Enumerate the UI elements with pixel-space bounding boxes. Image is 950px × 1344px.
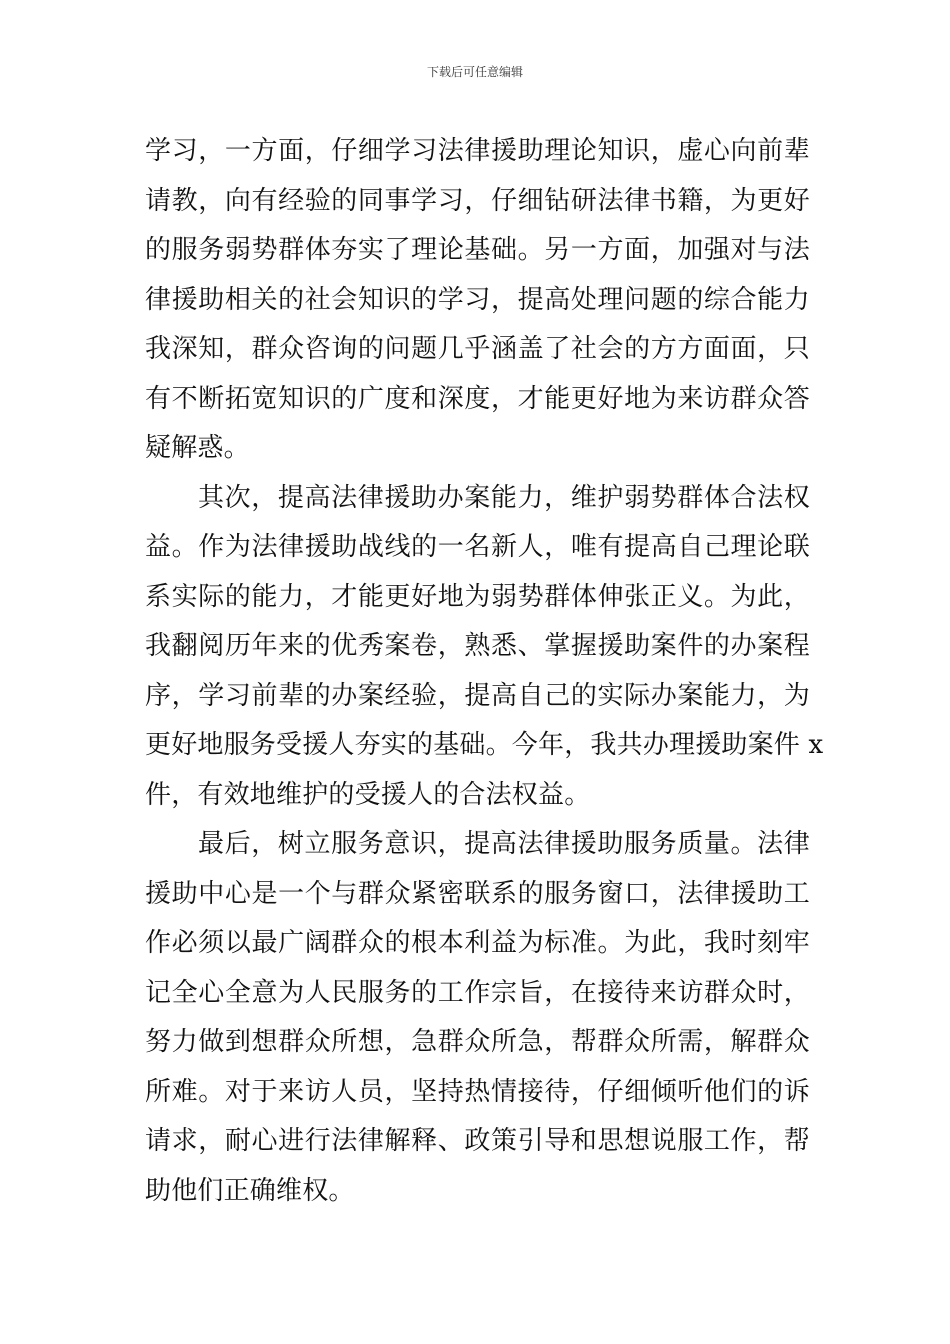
text-line: 更好地服务受援人夯实的基础。今年，我共办理援助案件 x — [145, 730, 824, 760]
text-line: 援助中心是一个与群众紧密联系的服务窗口，法律援助工 — [145, 878, 810, 909]
text-line: 序，学习前辈的办案经验，提高自己的实际办案能力，为 — [145, 680, 810, 711]
text-line: 最后，树立服务意识，提高法律援助服务质量。法律 — [198, 829, 810, 859]
document-body — [145, 127, 824, 1216]
paragraph — [145, 820, 810, 1216]
text-line: 作必须以最广阔群众的根本利益为标准。为此，我时刻牢 — [145, 928, 810, 958]
text-line: 系实际的能力，才能更好地为弱势群体伸张正义。为此， — [145, 581, 810, 612]
text-line: 努力做到想群众所想，急群众所急，帮群众所需，解群众 — [145, 1027, 810, 1057]
text-line: 请教，向有经验的同事学习，仔细钻研法律书籍，为更好 — [145, 185, 810, 216]
paragraph — [145, 127, 810, 474]
paragraph — [145, 474, 824, 821]
text-line: 我深知，群众咨询的问题几乎涵盖了社会的方方面面，只 — [145, 334, 810, 364]
text-line: 我翻阅历年来的优秀案卷，熟悉、掌握援助案件的办案程 — [145, 631, 810, 661]
text-line: 其次，提高法律援助办案能力，维护弱势群体合法权 — [198, 482, 810, 513]
text-line: 疑解惑。 — [145, 433, 250, 463]
text-line: 所难。对于来访人员，坚持热情接待，仔细倾听他们的诉 — [145, 1076, 810, 1107]
text-line: 的服务弱势群体夯实了理论基础。另一方面，加强对与法 — [145, 235, 810, 265]
text-line: 件，有效地维护的受援人的合法权益。 — [145, 779, 591, 810]
text-line: 学习，一方面，仔细学习法律援助理论知识，虚心向前辈 — [145, 136, 810, 166]
text-line: 助他们正确维权。 — [145, 1175, 355, 1206]
text-line: 记全心全意为人民服务的工作宗旨，在接待来访群众时， — [145, 977, 810, 1008]
text-line: 益。作为法律援助战线的一名新人，唯有提高自己理论联 — [145, 532, 810, 562]
text-line: 请求，耐心进行法律解释、政策引导和思想说服工作，帮 — [145, 1126, 810, 1156]
text-line: 律援助相关的社会知识的学习，提高处理问题的综合能力 — [145, 284, 810, 315]
page-header: 下载后可任意编辑 — [426, 65, 523, 79]
text-line: 有不断拓宽知识的广度和深度，才能更好地为来访群众答 — [145, 383, 810, 414]
